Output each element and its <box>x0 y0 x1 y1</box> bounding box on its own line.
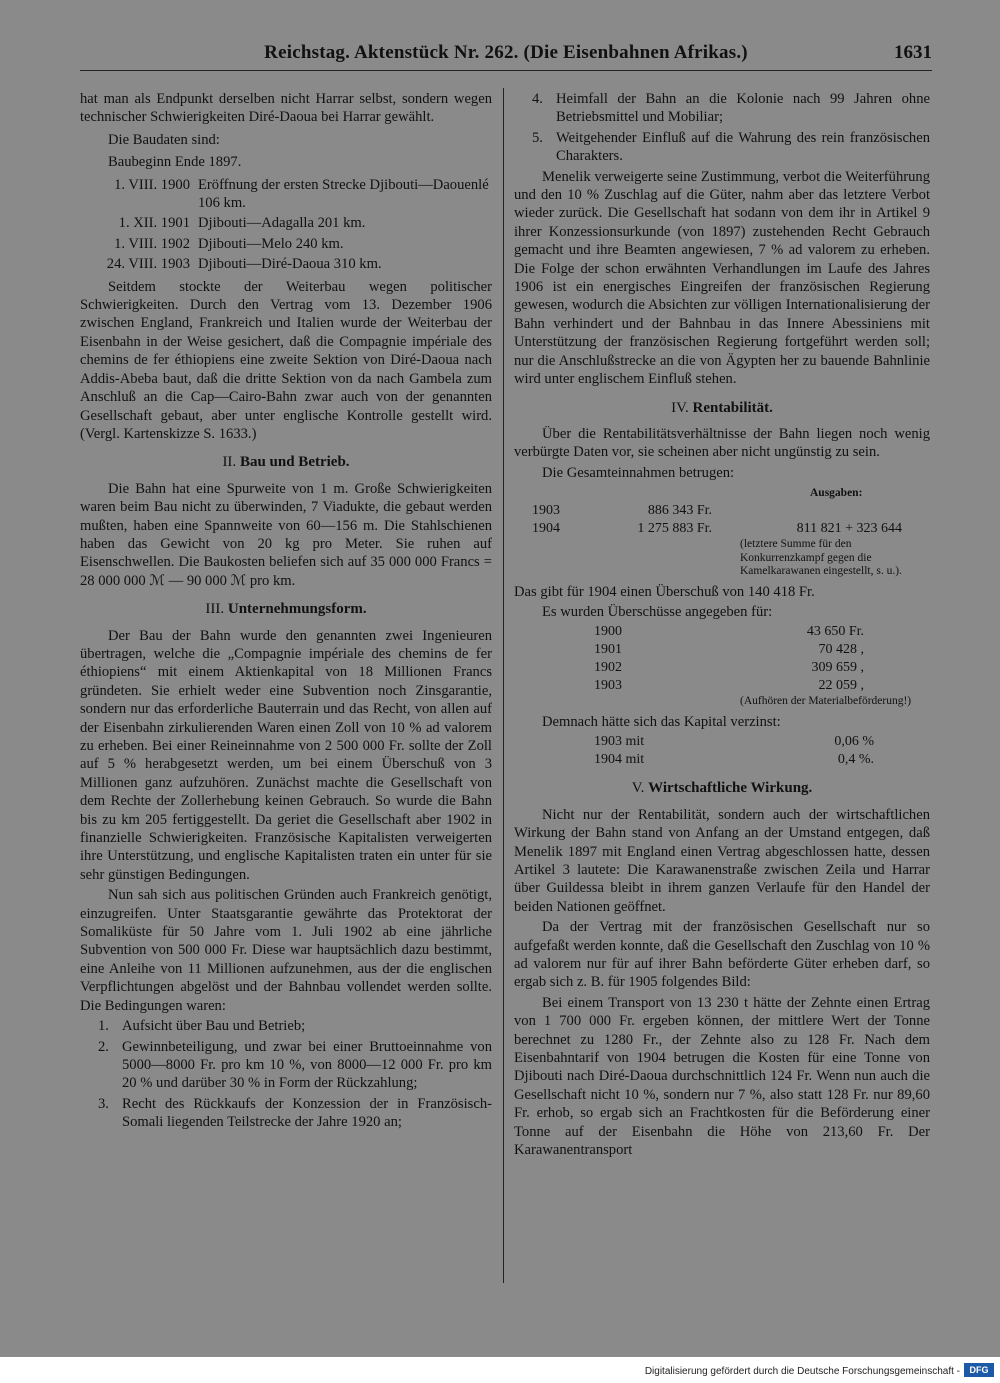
intro-paragraph: hat man als Endpunkt derselben nicht Harrar selbst, sondern wegen technischer Schwierigkeiten Diré-Daoua bei Harrar gewählt. <box>80 91 492 126</box>
date-label: 24. VIII. 1903 <box>106 256 190 273</box>
paragraph-vertrag: Da der Vertrag mit der französischen Gesellschaft nur so aufgefaßt werden konnte, daß die Gesellschaft den Zuschlag von 10 % ad valorem nur für auf ihrer Bahn beförderte Güter erheben darf, so ergab sich z. B. für 1905 folgendes Bild: <box>514 919 930 991</box>
construction-dates <box>80 176 492 274</box>
table-row <box>514 659 930 677</box>
year-cell: 1901 <box>594 642 622 658</box>
date-item <box>80 255 492 273</box>
value-cell: 0,4 %. <box>837 752 874 768</box>
year-cell: 1903 <box>532 503 560 519</box>
ausgabe-cell <box>712 502 902 520</box>
column-divider <box>503 88 504 1283</box>
section-number: II. <box>222 454 237 471</box>
section-heading-bau <box>80 453 492 471</box>
condition-text: Gewinnbeteiligung, und zwar bei einer Bruttoeinnahme von 5000—8000 Fr. pro km 10 %, von 8000—12 000 Fr. pro km 20 % und darüber 30 % in Form der Rückzahlung; <box>122 1038 492 1092</box>
date-text: Djibouti—Adagalla 201 km. <box>198 215 366 232</box>
year-cell: 1903 mit <box>594 734 645 750</box>
section-number: IV. <box>671 399 689 416</box>
conditions-list-continued <box>514 90 930 166</box>
condition-number: 5. <box>532 129 543 146</box>
left-column <box>80 90 492 1134</box>
year-cell: 1903 <box>594 678 622 694</box>
table-row <box>514 623 930 641</box>
condition-item <box>98 1038 492 1093</box>
page-number: 1631 <box>894 42 932 63</box>
ueberschuesse-table <box>514 623 930 709</box>
table-row <box>514 641 930 659</box>
table-row <box>514 520 930 538</box>
paragraph-weiterbau: Seitdem stockte der Weiterbau wegen politischer Schwierigkeiten. Durch den Vertrag vom 13. Dezember 1906 zwischen England, Frankreich und Italien wurde der Weiterbau der Eisenbahn in der Weise gesichert, daß die Compagnie impériale des chemins de fer éthiopiens eine zweite Sektion von Diré-Daoua nach Addis-Abeba baut, daß die dritte Sektion von da nach Gambela zum Anschluß an die Cap—Cairo-Bahn zwar auch von der genannten Gesellschaft gebaut, aber unter englische Kontrolle gestellt wird. (Vergl. Kartenskizze S. 1633.) <box>80 278 492 442</box>
page-header <box>80 40 932 71</box>
paragraph-wirkung: Nicht nur der Rentabilität, sondern auch der wirtschaftlichen Wirkung der Bahn stand von Anfang an der Umstand entgegen, daß Menelik 1897 mit England einen Vertrag abgeschlossen hatte, dessen Artikel 3 lautete: Die Karawanenstraße zwischen Zeila und Harrar über Guildessa bleibt in ihrem ganzen Verlaufe für den Handel der beiden Nationen geöffnet. <box>514 806 930 915</box>
date-text: Djibouti—Melo 240 km. <box>198 235 344 252</box>
value-cell: 43 650 Fr. <box>806 624 864 640</box>
value-cell: 70 428 , <box>818 642 864 658</box>
dfg-credit: Digitalisierung gefördert durch die Deutsche Forschungsgemeinschaft - <box>644 1366 960 1377</box>
dfg-logo-icon: DFG <box>964 1363 994 1377</box>
condition-number: 2. <box>98 1038 109 1055</box>
table-row <box>514 502 930 520</box>
table-row <box>514 733 930 751</box>
date-label: 1. XII. 1901 <box>118 215 190 232</box>
section-title: Wirtschaftliche Wirkung. <box>648 780 813 797</box>
value-cell: 0,06 % <box>834 734 874 750</box>
condition-text: Heimfall der Bahn an die Kolonie nach 99 Jahren ohne Betriebsmittel und Mobiliar; <box>556 91 930 126</box>
baudaten-label: Die Baudaten sind: <box>108 131 220 148</box>
right-column <box>514 90 930 1161</box>
condition-number: 3. <box>98 1095 109 1112</box>
ausgaben-header: Ausgaben: <box>810 487 863 500</box>
section-number: III. <box>205 601 225 618</box>
paragraph-bau: Die Bahn hat eine Spurweite von 1 m. Große Schwierigkeiten waren beim Bau nicht zu überwinden, 7 Viadukte, die gebaut werden mußten, haben eine Spannweite von 60—156 m. Die Stahlschienen haben das Gewicht von 20 kg pro Meter. Sie ruhen auf Eisenschwellen. Die Baukosten beliefen sich auf 35 000 000 Francs = 28 000 000 ℳ — 90 000 ℳ pro km. <box>80 480 492 589</box>
year-cell: 1902 <box>594 660 622 676</box>
einnahmen-table <box>514 484 930 579</box>
date-item <box>80 176 492 213</box>
condition-text: Aufsicht über Bau und Betrieb; <box>122 1018 306 1035</box>
table-row <box>514 677 930 695</box>
verzinst-label: Demnach hätte sich das Kapital verzinst: <box>542 713 781 730</box>
ueberschuss-note: (Aufhören der Materialbeförderung!) <box>740 695 912 708</box>
ueberschuesse-label: Es wurden Überschüsse angegeben für: <box>542 604 773 621</box>
paragraph-menelik: Menelik verweigerte seine Zustimmung, verbot die Weiterführung und den 10 % Zuschlag auf die Güter, nahm aber das letztere Verbot wieder zurück. Die Gesellschaft hat sodann von dem ihr in Artikel 9 ihrer Konzessionsurkunde (von 1897) zustehenden Recht Gebrauch gemacht und ihre Beamten angewiesen, 7 % ad valorem zu erheben. Die Folge der schon erwähnten Verhandlungen im Laufe des Jahres 1906 ist ein energisches Eingreifen der französischen Regierung gewesen, wodurch die Absichten zur völligen Internationalisierung der Bahn verhindert und der Bahnbau in das Innere Abessiniens mit Unterstützung der französischen Regierung fortgeführt werden soll; nur die Anschlußstrecke an die von Ägypten her zu bauende Bahnlinie wird unter englischem Einfluß stehen. <box>514 168 930 388</box>
condition-text: Weitgehender Einfluß auf die Wahrung des rein französischen Charakters. <box>556 129 930 165</box>
einnahme-cell: 886 343 Fr. <box>647 503 712 519</box>
einnahme-cell: 1 275 883 Fr. <box>637 521 712 537</box>
year-cell: 1900 <box>594 624 622 640</box>
date-text: Eröffnung der ersten Strecke Djibouti—Daouenlé 106 km. <box>198 176 489 212</box>
paragraph-frankreich: Nun sah sich aus politischen Gründen auch Frankreich genötigt, einzugreifen. Unter Staatsgarantie gewährte das Protektorat der Somaliküste für 50 Jahre vom 1. Juli 1902 ab eine jährliche Subvention von 500 000 Fr. Diese war hauptsächlich dazu bestimmt, eine Anleihe von 11 Millionen aufzunehmen, aus der die englischen Verpflichtungen abgelöst und der Bahnbau vollendet werden sollte. Die Bedingungen waren: <box>80 887 492 1014</box>
section-title: Unternehmungsform. <box>227 601 367 618</box>
date-label: 1. VIII. 1902 <box>114 235 190 252</box>
section-heading-unternehmung <box>80 600 492 618</box>
date-label: 1. VIII. 1900 <box>114 176 190 193</box>
ausgaben-note: (letztere Summe für den Konkurrenzkampf gegen die Kamelkarawanen eingestellt, s. u.). <box>740 538 902 578</box>
table-row <box>514 751 930 769</box>
ueberschuss-1904: Das gibt für 1904 einen Überschuß von 140 418 Fr. <box>514 583 815 600</box>
year-cell: 1904 <box>532 521 560 537</box>
section-title: Rentabilität. <box>692 399 773 416</box>
condition-item <box>532 129 930 166</box>
section-title: Bau und Betrieb. <box>239 454 350 471</box>
date-item <box>80 235 492 253</box>
paragraph-transport: Bei einem Transport von 13 230 t hätte der Zehnte einen Ertrag von 1 700 000 Fr. ergeben können, der mittlere Wert der Tonne berechnet zu 1280 Fr., der Zehnte also zu 128 Fr. Nach dem Eisenbahntarif von 1904 betrugen die Kosten für eine Tonne von Djibouti nach Diré-Daoua durchschnittlich 124 Fr. Wenn nun auch die Gesellschaft nicht 10 %, sondern nur 7 %, also statt 128 Fr. nur 89,60 Fr. erhob, so ergab sich an Frachtkosten für die Beförderung einer Tonne auf der Eisenbahn die Höhe von 213,60 Fr. Der Karawanentransport <box>514 994 930 1159</box>
condition-text: Recht des Rückkaufs der Konzession der in Französisch-Somali liegenden Teilstrecke der Jahre 1920 an; <box>122 1095 492 1131</box>
section-heading-wirkung <box>514 779 930 797</box>
conditions-list <box>80 1017 492 1131</box>
condition-item <box>98 1017 492 1035</box>
condition-item <box>98 1095 492 1132</box>
section-heading-rentabilitaet <box>514 399 930 417</box>
paragraph-rentabilitaet: Über die Rentabilitätsverhältnisse der Bahn liegen noch wenig verbürgte Daten vor, sie scheinen aber nicht ungünstig zu sein. <box>514 425 930 461</box>
paragraph-unternehmung: Der Bau der Bahn wurde den genannten zwei Ingenieuren übertragen, welche die „Compagnie impériale des chemins de fer éthiopiens“ mit einem Aktienkapital von 18 Millionen Francs gründeten. Sie erhielt weder eine Subvention noch Zinsgarantie, sondern nur das erforderliche Bauterrain und das Recht, von allen auf der Eisenbahn zirkulierenden Waren einen Zoll von 10 % ad valorem zu erheben. Bei einer Reineinnahme von 2 500 000 Fr. sollte der Zoll auf 5 % herabgesetzt werden, um bei einem Überschuß von 3 Millionen ganz aufzuhören. Zunächst machte die Gesellschaft von dem Rechte der Zollerhebung keinen Gebrauch. So wurde die Bahn bis zu km 205 fertiggestellt. Da geriet die Gesellschaft aber 1902 in finanzielle Schwierigkeiten. Französische Kapitalisten verweigerten ihre Unterstützung, und englische Kapitalisten traten ein unter für sie sehr günstigen Bedingungen. <box>80 627 492 883</box>
ausgabe-cell: 811 821 + 323 644 <box>796 521 902 537</box>
date-item <box>80 214 492 232</box>
section-number: V. <box>631 780 645 797</box>
year-cell: 1904 mit <box>594 752 645 768</box>
condition-item <box>532 90 930 127</box>
gesamteinnahmen-label: Die Gesamteinnahmen betrugen: <box>542 464 735 481</box>
value-cell: 22 059 , <box>818 678 864 694</box>
condition-number: 4. <box>532 91 543 107</box>
condition-number: 1. <box>98 1018 109 1035</box>
running-title: Reichstag. Aktenstück Nr. 262. (Die Eisenbahnen Afrikas.) <box>264 42 748 63</box>
date-text: Djibouti—Diré-Daoua 310 km. <box>198 256 382 273</box>
verzinsung-table <box>514 733 930 769</box>
table-header-row <box>514 484 930 502</box>
baubeginn: Baubeginn Ende 1897. <box>108 154 242 171</box>
value-cell: 309 659 , <box>811 660 864 676</box>
